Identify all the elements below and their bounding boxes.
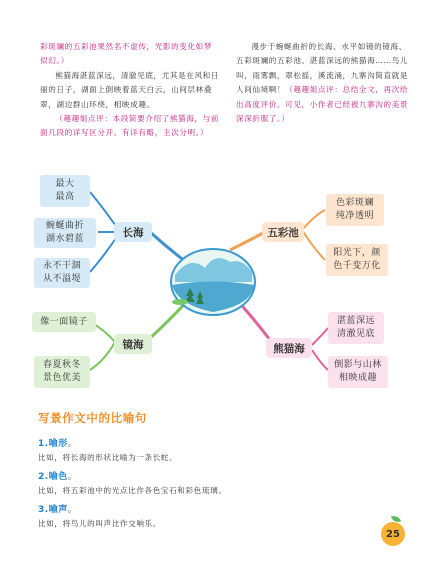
right-para-1-comment: （趣趣姐点评：总结全文，再次给出高度评价。可见，小作者已经被九寨沟的美景深深折服了。） — [236, 85, 409, 124]
changhai-item-1-text: 最大 最高 — [55, 179, 75, 202]
simile-head-1: 喻形 — [48, 439, 68, 449]
xiongmaohai-item-1 — [328, 312, 384, 344]
right-column — [236, 40, 412, 126]
wucaichi-item-1 — [326, 194, 384, 226]
changhai-item-2-text: 蜿蜒曲折 湖水碧蓝 — [45, 221, 84, 244]
simile-num-2: 2. — [38, 472, 49, 482]
xiongmaohai-item-1-text: 湛蓝深远 清澈见底 — [336, 316, 375, 339]
xiongmaohai-item-2 — [328, 356, 388, 388]
simile-heading-2 — [38, 469, 77, 482]
page-number: 25 — [381, 522, 405, 546]
simile-dot-2: 。 — [67, 472, 78, 482]
simile-dot-3: 。 — [67, 505, 78, 515]
jinghai-item-1 — [32, 312, 96, 332]
changhai-item-1 — [40, 175, 90, 207]
link-xiongmaohai-1 — [312, 328, 328, 345]
simile-head-3: 喻声 — [48, 505, 68, 515]
wucaichi-item-2-text: 阳光下，颜 色千变万化 — [333, 248, 381, 271]
lake-illustration — [171, 249, 255, 315]
right-para-1 — [236, 40, 412, 126]
xiongmaohai-item-2-text: 倒影与山林 相映成趣 — [334, 360, 382, 383]
link-wucaichi-1 — [302, 210, 325, 230]
left-para-1: 彩斑斓的五彩池果然名不虚传，光影的变化如梦似幻。） — [40, 42, 213, 66]
jinghai-item-2 — [34, 356, 90, 388]
simile-head-2: 喻色 — [48, 472, 68, 482]
simile-example-1: 比如，将长海的形状比喻为一条长蛇。 — [38, 453, 178, 462]
simile-heading-1 — [38, 436, 77, 449]
section-title: 写景作文中的比喻句 — [38, 411, 147, 425]
left-para-2: 熊猫海湛蓝深远，清澈见底，尤其是在风和日丽的日子，湖面上倒映着蓝天白云，山间层林叠翠，湖边群山环绕，相映成趣。 — [40, 70, 220, 109]
simile-heading-3 — [38, 502, 77, 515]
link-jinghai-2 — [90, 342, 115, 370]
changhai-item-3-text: 永不干涸 从不溢堤 — [42, 261, 81, 284]
right-para-1-text: 漫步于蜿蜒曲折的长海、水平如镜的镜海、五彩斑斓的五彩池、湛蓝深远的熊猫海……鸟儿叫，雨雾飘，翠松摇，溪流涌，九寨沟简直就是人间仙境啊！ — [236, 42, 409, 95]
link-wucaichi-2 — [302, 230, 325, 260]
wucaichi-item-1-text: 色彩斑斓 纯净透明 — [335, 198, 374, 221]
jinghai-item-2-text: 春夏秋冬 景色优美 — [42, 360, 81, 383]
left-column — [40, 40, 220, 141]
changhai-item-3 — [34, 258, 90, 288]
left-para-3-comment: （趣趣姐点评：本段简要介绍了熊猫海，与前面几段的详写区分开。有详有略，主次分明。） — [40, 114, 220, 138]
simile-num-1: 1. — [38, 439, 49, 449]
wucaichi-item-2 — [326, 244, 388, 276]
link-xiongmaohai-2 — [312, 350, 328, 370]
jinghai-item-1-text: 像一面镜子 — [40, 316, 88, 327]
hub-xiongmaohai: 熊猫海 — [266, 338, 312, 358]
simile-num-3: 3. — [38, 505, 49, 515]
hub-wucaichi: 五彩池 — [262, 222, 304, 242]
simile-example-3: 比如，将鸟儿的叫声比作交响乐。 — [38, 519, 161, 528]
hub-jinghai: 镜海 — [114, 334, 152, 354]
simile-example-2: 比如，将五彩池中的光点比作各色宝石和彩色琉璃。 — [38, 486, 227, 495]
hub-changhai: 长海 — [114, 222, 152, 242]
simile-dot-1: 。 — [67, 439, 78, 449]
branch-wucaichi — [230, 232, 265, 250]
changhai-item-2 — [34, 218, 96, 248]
mind-map — [30, 170, 400, 400]
